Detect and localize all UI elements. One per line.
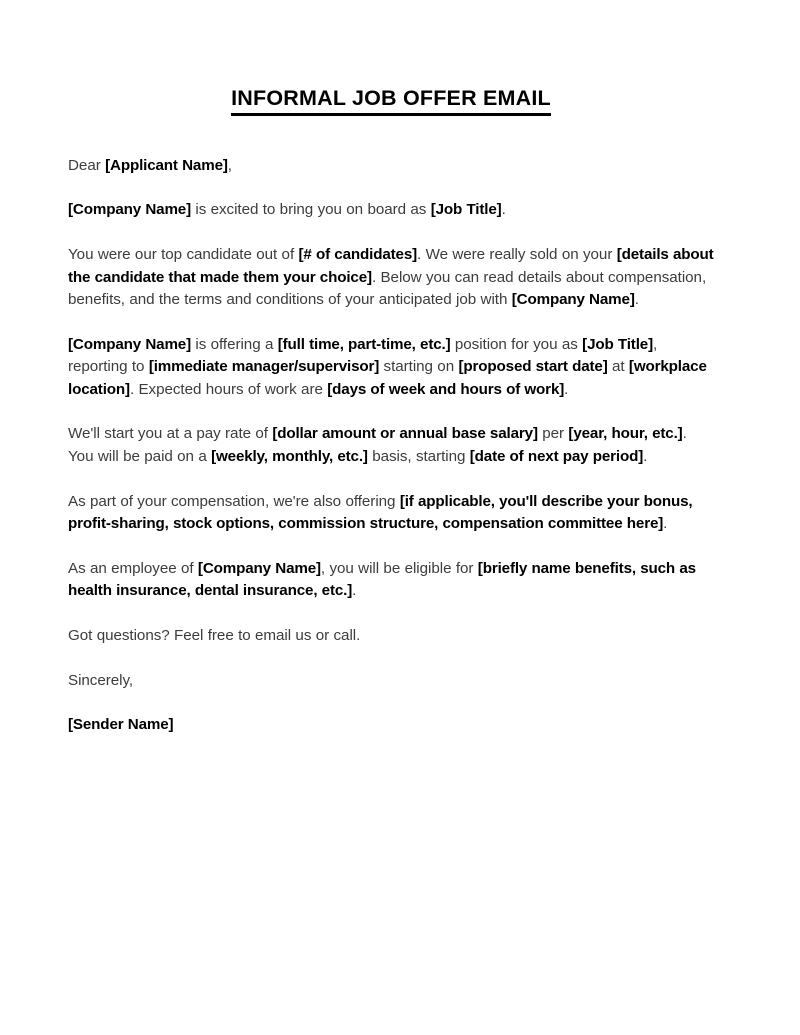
text-run: As an employee of [68, 559, 198, 577]
text-run: Sincerely, [68, 671, 134, 689]
text-run: We'll start you at a pay rate of [68, 425, 273, 443]
text-run: . [352, 582, 357, 600]
text-run: , you will be eligible for [320, 559, 478, 577]
paragraph-spacer [68, 222, 714, 244]
placeholder-field: [# of candidates] [298, 245, 418, 263]
placeholder-field: [Job Title] [582, 335, 653, 353]
placeholder-field: [workplace location] [68, 358, 707, 398]
paragraph-container [68, 155, 714, 737]
text-run: starting on [379, 358, 459, 376]
text-run: Got questions? Feel free to email us or call. [68, 627, 361, 645]
paragraph-benefits [68, 558, 714, 603]
placeholder-field: [proposed start date] [458, 358, 608, 376]
paragraph-top-candidate [68, 244, 714, 312]
text-run: . [501, 201, 506, 219]
paragraph-additional-compensation [68, 491, 714, 536]
text-run: . We were really sold on your [417, 245, 617, 263]
placeholder-field: [Applicant Name] [105, 156, 228, 174]
paragraph-pay-rate [68, 423, 714, 468]
paragraph-closing [68, 670, 714, 693]
text-run: per [537, 425, 569, 443]
paragraph-spacer [68, 603, 714, 625]
paragraph-salutation [68, 155, 714, 178]
text-run: is offering a [191, 335, 278, 353]
text-run: You were our top candidate out of [68, 245, 299, 263]
text-run: . [643, 448, 648, 466]
placeholder-field: [immediate manager/supervisor] [148, 358, 380, 376]
paragraph-signature [68, 714, 714, 737]
paragraph-spacer [68, 312, 714, 334]
placeholder-field: [date of next pay period] [469, 448, 644, 466]
text-run: is excited to bring you on board as [191, 201, 431, 219]
text-run: As part of your compensation, we're also offering [68, 492, 400, 510]
placeholder-field: [full time, part-time, etc.] [277, 335, 451, 353]
text-run: at [607, 358, 629, 376]
paragraph-spacer [68, 536, 714, 558]
placeholder-field: [Company Name] [68, 201, 191, 219]
placeholder-field: [if applicable, you'll describe your bonus, profit-sharing, stock options, commission structure, compensation committee here] [68, 492, 693, 533]
placeholder-field: [Sender Name] [68, 716, 174, 734]
placeholder-field: [weekly, monthly, etc.] [211, 448, 368, 466]
paragraph-questions [68, 625, 714, 648]
placeholder-field: [Job Title] [430, 201, 502, 219]
paragraph-intro [68, 199, 714, 222]
text-run: . [634, 291, 639, 309]
placeholder-field: [dollar amount or annual base salary] [272, 425, 538, 443]
placeholder-field: [Company Name] [197, 559, 321, 577]
paragraph-spacer [68, 648, 714, 670]
paragraph-spacer [68, 177, 714, 199]
paragraph-position-terms [68, 334, 714, 402]
placeholder-field: [year, hour, etc.] [568, 425, 683, 443]
placeholder-field: [briefly name benefits, such as health insurance, dental insurance, etc.] [68, 559, 696, 600]
document-title-text: INFORMAL JOB OFFER EMAIL [231, 86, 551, 116]
placeholder-field: [Company Name] [68, 335, 191, 353]
text-run: . Expected hours of work are [129, 380, 328, 398]
text-run: , reporting to [68, 335, 658, 376]
paragraph-spacer [68, 401, 714, 423]
placeholder-field: [days of week and hours of work] [327, 380, 565, 398]
document-body [68, 86, 714, 737]
document-title [68, 86, 714, 120]
text-run: . [564, 380, 569, 398]
text-run: . [663, 515, 668, 533]
text-run: . Below you can read details about compensation, benefits, and the terms and conditions of your anticipated job with [68, 268, 707, 309]
paragraph-spacer [68, 692, 714, 714]
text-run: basis, starting [367, 448, 470, 466]
placeholder-field: [details about the candidate that made them your choice] [68, 245, 714, 286]
title-spacer [68, 120, 714, 155]
paragraph-spacer [68, 469, 714, 491]
text-run: . You will be paid on a [68, 425, 687, 466]
text-run: Dear [68, 156, 106, 174]
text-run: position for you as [450, 335, 583, 353]
text-run: , [227, 156, 232, 174]
placeholder-field: [Company Name] [511, 291, 635, 309]
